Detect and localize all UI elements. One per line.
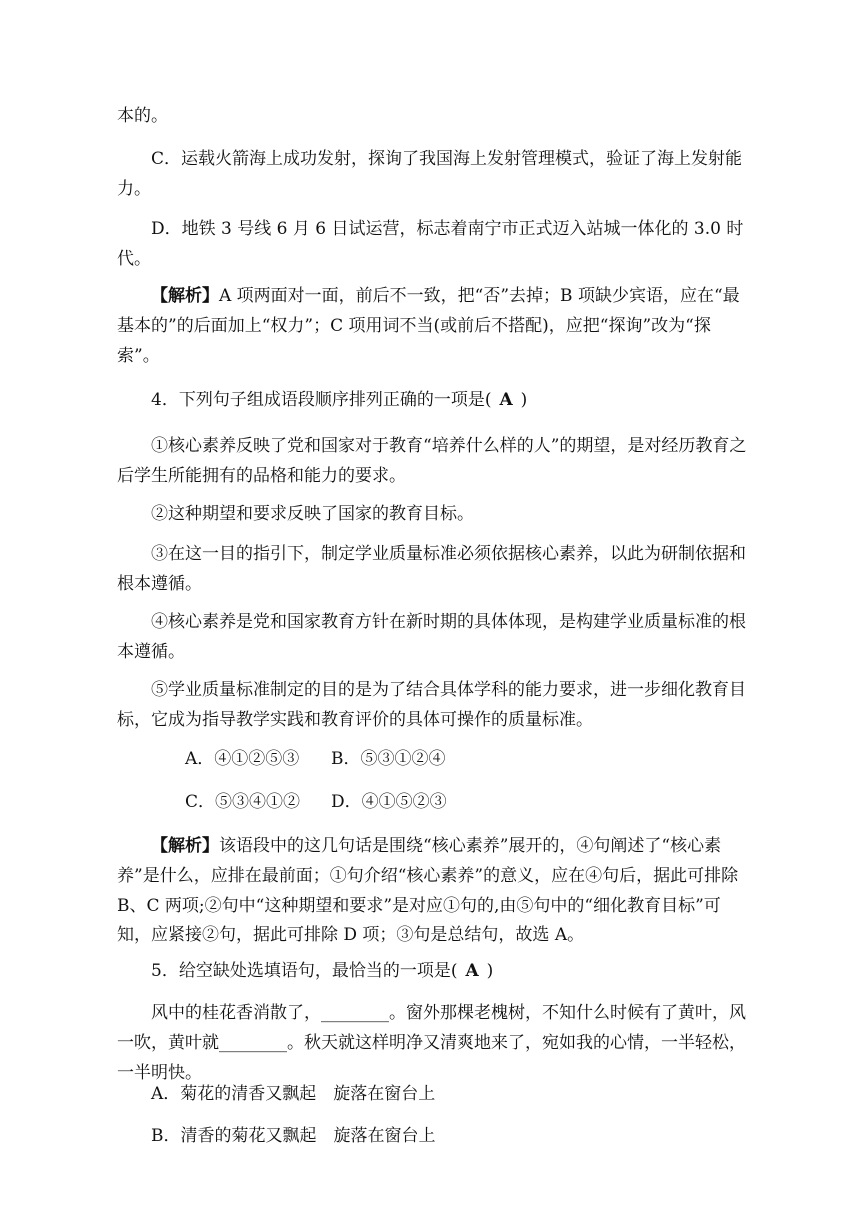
option-d-q3: D．地铁 3 号线 6 月 6 日试运营，标志着南宁市正式迈入站城一体化的 3.0 时代。 [117,219,744,269]
analysis-label: 【解析】 [151,286,219,306]
sentence-1: ①核心素养反映了党和国家对于教育“培养什么样的人”的期望，是对经历教育之后学生所能拥有的品格和能力的要求。 [117,436,747,486]
question-4-stem: 4．下列句子组成语段顺序排列正确的一项是( [151,390,492,410]
q4-option-a: A．④①②⑤③ [185,749,300,769]
q4-option-d: D．④①⑤②③ [331,792,447,812]
sentence-4: ④核心素养是党和国家教育方针在新时期的具体体现，是构建学业质量标准的根本遵循。 [117,612,746,662]
analysis-q4 [117,832,747,951]
question-5-passage: 风中的桂花香消散了，________。窗外那棵老槐树，不知什么时候有了黄叶，风一吹，黄叶就________。秋天就这样明净又清爽地来了，宛如我的心情，一半轻松，一半明快。 [117,1003,746,1083]
option-c-q3: C．运载火箭海上成功发射，探询了我国海上发射管理模式，验证了海上发射能力。 [117,149,743,199]
q5-option-a: A．菊花的清香又飘起 旋落在窗台上 [151,1084,436,1104]
analysis-q3 [117,282,747,371]
text-line-continuation: 本的。 [117,106,168,126]
question-5-close: ) [486,961,494,981]
analysis-label: 【解析】 [151,836,219,856]
analysis-text: A 项两面对一面，前后不一致，把“否”去掉；B 项缺少宾语，应在“最基本的”的后面加上“权力”；C 项用词不当(或前后不搭配)，应把“探询”改为“探索”。 [117,286,740,366]
sentence-5: ⑤学业质量标准制定的目的是为了结合具体学科的能力要求，进一步细化教育目标，它成为指导教学实践和教育评价的具体可操作的质量标准。 [117,680,746,730]
question-4-close: ) [520,390,528,410]
question-4 [117,386,747,416]
q4-option-b: B．⑤③①②④ [331,749,446,769]
question-5-stem: 5．给空缺处选填语句，最恰当的一项是( [151,961,458,981]
q4-option-c: C．⑤③④①② [185,792,301,812]
q5-option-b: B．清香的菊花又飘起 旋落在窗台上 [151,1126,436,1146]
question-4-answer: A [499,390,513,410]
question-5 [117,957,747,987]
analysis-text: 该语段中的这几句话是围绕“核心素养”展开的，④句阐述了“核心素养”是什么，应排在最前面；①句介绍“核心素养”的意义，应在④句后，据此可排除 B、C 两项;②句中“这种期望和要求”是对应①句的,由⑤句中的“细化教育目标”可知，应紧接②句，据此可排除 D 项；③句是总结句，故选 A。 [117,836,739,946]
question-5-answer: A [465,961,479,981]
sentence-3: ③在这一目的指引下，制定学业质量标准必须依据核心素养，以此为研制依据和根本遵循。 [117,544,746,594]
sentence-2: ②这种期望和要求反映了国家的教育目标。 [151,504,474,524]
